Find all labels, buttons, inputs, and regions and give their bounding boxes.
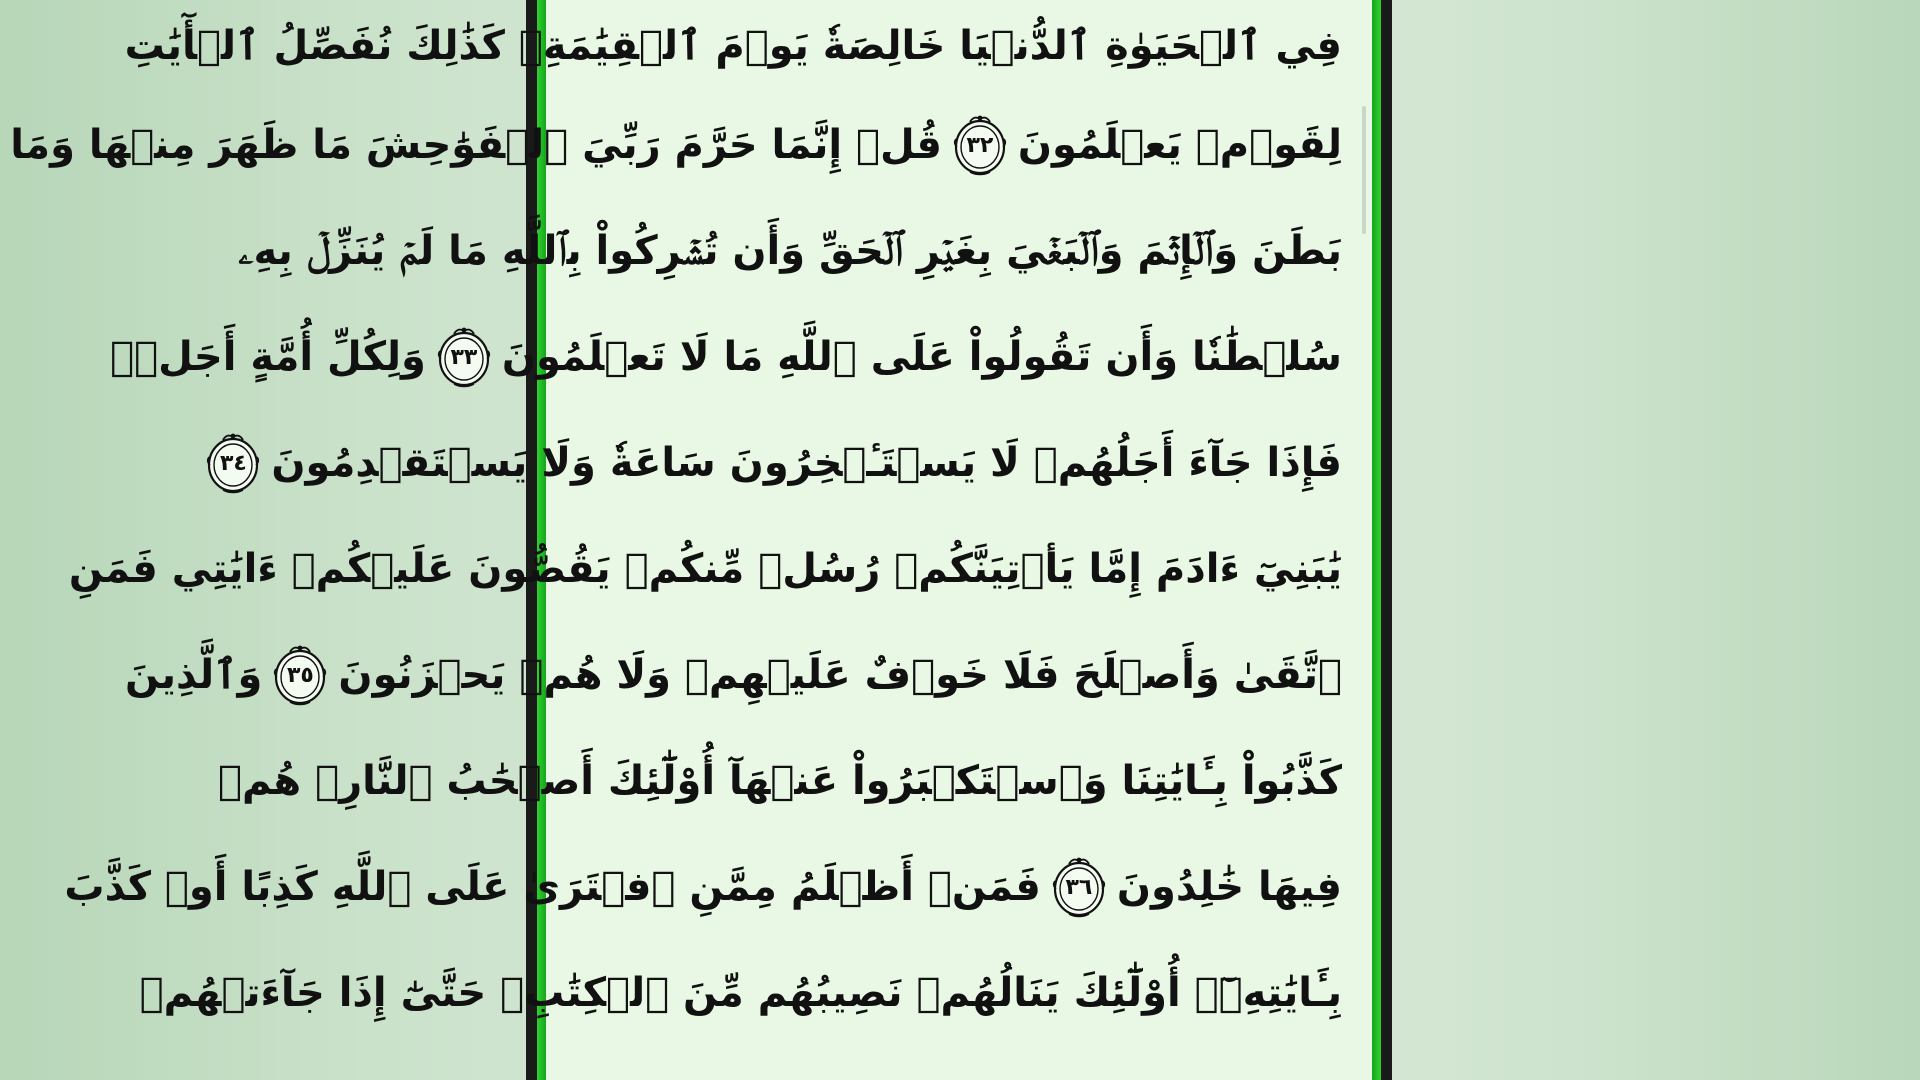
ayah-end-ornament-icon [272, 643, 328, 707]
verse-text-block [10, 0, 1342, 1046]
verse-line [124, 622, 1342, 728]
verse-line [68, 516, 1342, 622]
verse-line [218, 728, 1342, 834]
ayah-number: ٣٣ [450, 344, 478, 370]
verse-line [238, 198, 1342, 304]
verse-line [219, 410, 1342, 516]
verse-text: قُلۡ إِنَّمَا حَرَّمَ رَبِّيَ ٱلۡفَوَٰحِشَ مَا ظَهَرَ مِنۡهَا وَمَا [10, 122, 942, 168]
verse-text: فَمَنۡ أَظۡلَمُ مِمَّنِ ٱفۡتَرَىٰ عَلَى ٱللَّهِ كَذِبًا أَوۡ كَذَّبَ [64, 864, 1041, 910]
verse-line [10, 92, 1342, 198]
verse-text: وَٱلَّذِينَ [124, 652, 263, 698]
verse-line [124, 0, 1342, 92]
mushaf-page[interactable] [10, 0, 1372, 1080]
verse-text: لِقَوۡمٖ يَعۡلَمُونَ [1017, 122, 1342, 168]
verse-text: يَٰبَنِيٓ ءَادَمَ إِمَّا يَأۡتِيَنَّكُمۡ رُسُلٞ مِّنكُمۡ يَقُصُّونَ عَلَيۡكُمۡ ءَايَٰتِي فَمَنِ [68, 546, 1342, 592]
verse-text: بِـَٔايَٰتِهِۦٓۚ أُوْلَٰٓئِكَ يَنَالُهُمۡ نَصِيبُهُم مِّنَ ٱلۡكِتَٰبِۖ حَتَّىٰٓ إِذَا جَآءَتۡهُمۡ [139, 970, 1342, 1016]
frame-border-right [1381, 0, 1392, 1080]
ayah-number: ٣٤ [219, 450, 247, 476]
scroll-indicator[interactable] [1362, 106, 1366, 234]
ayah-end-ornament-icon [1051, 855, 1107, 919]
verse-text: وَلِكُلِّ أُمَّةٍ أَجَلٞۖ [110, 334, 426, 380]
ayah-end-ornament-icon [205, 431, 261, 495]
verse-line [110, 304, 1342, 410]
verse-line [139, 940, 1342, 1046]
mushaf-page-frame [10, 0, 1392, 1080]
ayah-number: ٣٢ [966, 132, 994, 158]
verse-text: ٱتَّقَىٰ وَأَصۡلَحَ فَلَا خَوۡفٌ عَلَيۡهِمۡ وَلَا هُمۡ يَحۡزَنُونَ [338, 652, 1342, 698]
verse-text: فِي ٱلۡحَيَوٰةِ ٱلدُّنۡيَا خَالِصَةٗ يَوۡمَ ٱلۡقِيَٰمَةِۗ كَذَٰلِكَ نُفَصِّلُ ٱلۡأٓيَٰتِ [124, 23, 1342, 69]
ayah-number: ٣٥ [287, 662, 314, 688]
ayah-number: ٣٦ [1065, 874, 1093, 900]
ayah-end-ornament-icon [952, 113, 1008, 177]
ayah-end-ornament-icon [436, 325, 492, 389]
verse-text: سُلۡطَٰنٗا وَأَن تَقُولُواْ عَلَى ٱللَّهِ مَا لَا تَعۡلَمُونَ [501, 334, 1342, 380]
verse-text: بَطَنَ وَٱلۡإِثۡمَ وَٱلۡبَغۡيَ بِغَيۡرِ ٱلۡحَقِّ وَأَن تُشۡرِكُواْ بِٱللَّهِ مَا لَمۡ يُنَزِّلۡ بِهِۦ [238, 228, 1342, 274]
verse-text: فِيهَا خَٰلِدُونَ [1116, 864, 1342, 910]
frame-green-right [1372, 0, 1381, 1080]
verse-text: كَذَّبُواْ بِـَٔايَٰتِنَا وَٱسۡتَكۡبَرُواْ عَنۡهَآ أُوْلَٰٓئِكَ أَصۡحَٰبُ ٱلنَّارِۖ هُمۡ [218, 758, 1342, 804]
verse-line [64, 834, 1342, 940]
verse-text: فَإِذَا جَآءَ أَجَلُهُمۡ لَا يَسۡتَـٔۡخِرُونَ سَاعَةٗ وَلَا يَسۡتَقۡدِمُونَ [271, 440, 1342, 486]
